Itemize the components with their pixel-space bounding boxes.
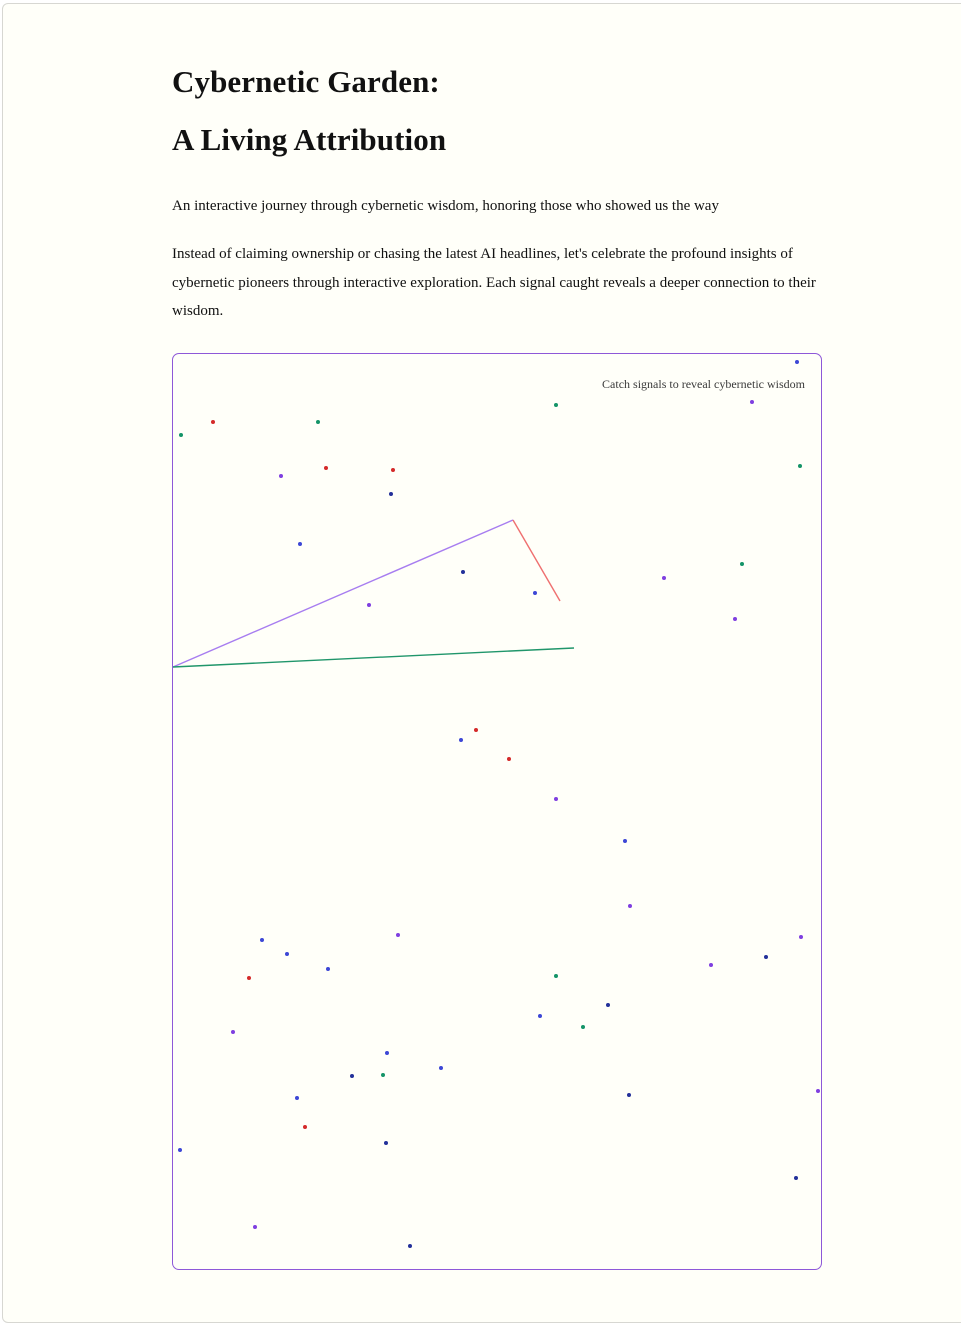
signal-dot[interactable]	[581, 1025, 585, 1029]
signal-dot[interactable]	[285, 952, 289, 956]
signal-dot[interactable]	[733, 617, 737, 621]
signal-dot[interactable]	[260, 938, 264, 942]
signal-dot[interactable]	[554, 974, 558, 978]
signal-dot[interactable]	[794, 1176, 798, 1180]
signal-dot[interactable]	[764, 955, 768, 959]
signal-dot[interactable]	[740, 562, 744, 566]
signal-dot[interactable]	[538, 1014, 542, 1018]
signal-line-salmon	[513, 520, 560, 601]
signal-dot[interactable]	[389, 492, 393, 496]
signal-line-lavender	[173, 520, 513, 667]
signal-dot[interactable]	[396, 933, 400, 937]
signal-dot[interactable]	[295, 1096, 299, 1100]
signal-dot[interactable]	[247, 976, 251, 980]
signal-dot[interactable]	[554, 403, 558, 407]
signal-dot[interactable]	[298, 542, 302, 546]
signal-dot[interactable]	[606, 1003, 610, 1007]
signal-dot[interactable]	[231, 1030, 235, 1034]
signal-dot[interactable]	[253, 1225, 257, 1229]
page-title-line-1: Cybernetic Garden:	[172, 64, 440, 99]
signal-dot[interactable]	[439, 1066, 443, 1070]
signal-dot[interactable]	[709, 963, 713, 967]
signal-garden-canvas[interactable]	[172, 353, 822, 1270]
signal-dot[interactable]	[367, 603, 371, 607]
signal-dot[interactable]	[391, 468, 395, 472]
signal-dot[interactable]	[799, 935, 803, 939]
intro-paragraph: Instead of claiming ownership or chasing the latest AI headlines, let's celebrate the profound insights of cybernetic pioneers through interactive exploration. Each signal caught reveals a deeper connection to their wisdom.	[172, 246, 816, 319]
signal-dot[interactable]	[750, 400, 754, 404]
signal-dot[interactable]	[627, 1093, 631, 1097]
signal-dot[interactable]	[798, 464, 802, 468]
signal-dot[interactable]	[179, 433, 183, 437]
signal-dot[interactable]	[279, 474, 283, 478]
signal-dot[interactable]	[384, 1141, 388, 1145]
signal-dot[interactable]	[303, 1125, 307, 1129]
signal-dot[interactable]	[816, 1089, 820, 1093]
page-title-line-2: A Living Attribution	[172, 122, 447, 157]
signal-dot[interactable]	[381, 1073, 385, 1077]
signal-dot[interactable]	[623, 839, 627, 843]
signal-dot[interactable]	[507, 757, 511, 761]
signal-dot[interactable]	[385, 1051, 389, 1055]
signal-dot[interactable]	[461, 570, 465, 574]
signal-dot[interactable]	[211, 420, 215, 424]
signal-dot[interactable]	[554, 797, 558, 801]
signal-dot[interactable]	[628, 904, 632, 908]
signal-dot[interactable]	[178, 1148, 182, 1152]
signal-dot[interactable]	[326, 967, 330, 971]
signal-dot[interactable]	[316, 420, 320, 424]
garden-hint: Catch signals to reveal cybernetic wisdom	[602, 377, 805, 391]
signal-dot[interactable]	[474, 728, 478, 732]
signal-dot[interactable]	[533, 591, 537, 595]
signal-line-green	[173, 648, 574, 667]
signal-dot[interactable]	[324, 466, 328, 470]
signal-dot[interactable]	[662, 576, 666, 580]
page-subtitle: An interactive journey through cybernetic wisdom, honoring those who showed us the way	[172, 198, 719, 214]
garden-drawing[interactable]	[173, 354, 823, 1271]
signal-dot[interactable]	[350, 1074, 354, 1078]
signal-dot[interactable]	[408, 1244, 412, 1248]
signal-dot[interactable]	[459, 738, 463, 742]
signal-dot[interactable]	[795, 360, 799, 364]
